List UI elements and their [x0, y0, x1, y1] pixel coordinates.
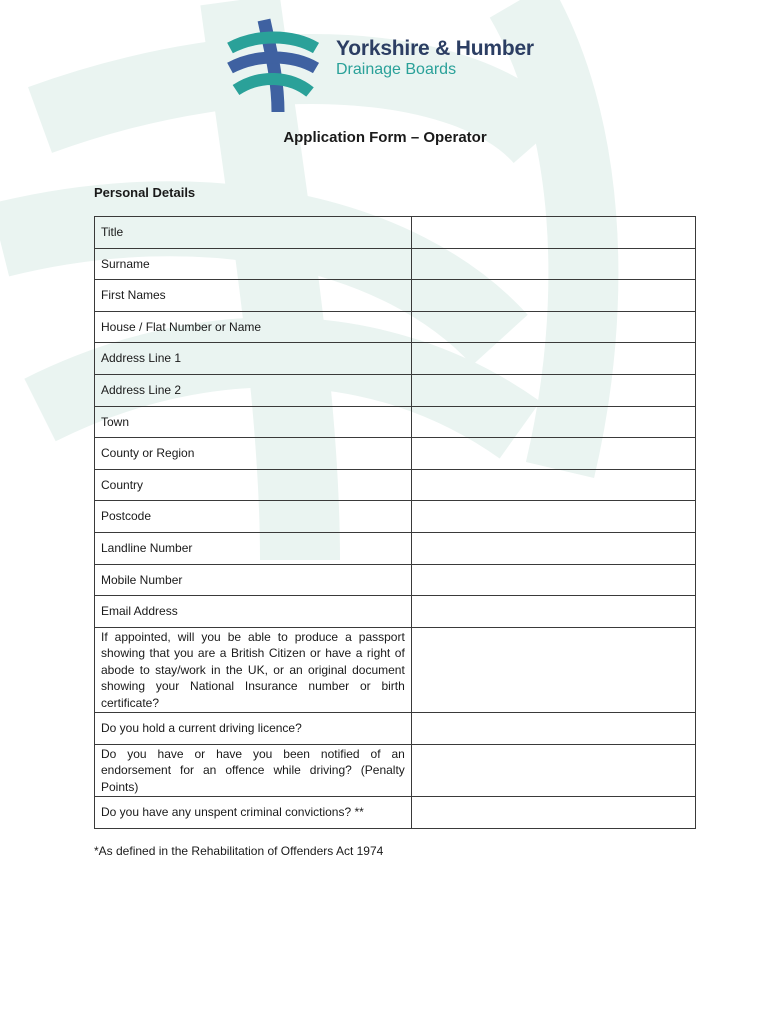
postcode-input[interactable] [412, 510, 695, 524]
field-answer-cell [411, 797, 695, 829]
field-label: Surname [95, 248, 412, 280]
endorsement-input[interactable] [412, 764, 695, 778]
field-label: Mobile Number [95, 564, 412, 596]
form-row-right-to-work [95, 627, 696, 713]
personal-details-table [94, 216, 696, 829]
field-label: County or Region [95, 438, 412, 470]
field-label: Postcode [95, 501, 412, 533]
org-logo [226, 18, 556, 114]
field-answer-cell [411, 311, 695, 343]
driving-licence-input[interactable] [412, 722, 695, 736]
field-answer-cell [411, 406, 695, 438]
form-row-country [95, 469, 696, 501]
field-label: First Names [95, 280, 412, 312]
form-row-surname [95, 248, 696, 280]
field-answer-cell [411, 532, 695, 564]
form-row-first-names [95, 280, 696, 312]
form-row-title [95, 217, 696, 249]
field-answer-cell [411, 627, 695, 713]
form-row-postcode [95, 501, 696, 533]
footnote: *As defined in the Rehabilitation of Offenders Act 1974 [94, 844, 384, 858]
field-label: House / Flat Number or Name [95, 311, 412, 343]
form-row-mobile [95, 564, 696, 596]
brand-name: Yorkshire & Humber [336, 37, 534, 60]
house-number-input[interactable] [412, 320, 695, 334]
title-input[interactable] [412, 225, 695, 239]
field-answer-cell [411, 564, 695, 596]
brand-subtitle: Drainage Boards [336, 61, 457, 78]
address-line-2-input[interactable] [412, 383, 695, 397]
field-label: Do you hold a current driving licence? [95, 713, 412, 745]
field-answer-cell [411, 713, 695, 745]
field-answer-cell [411, 438, 695, 470]
form-row-address-line-2 [95, 374, 696, 406]
field-answer-cell [411, 343, 695, 375]
field-label: Email Address [95, 596, 412, 628]
form-row-address-line-1 [95, 343, 696, 375]
convictions-input[interactable] [412, 806, 695, 820]
field-answer-cell [411, 501, 695, 533]
field-answer-cell [411, 248, 695, 280]
field-label: Landline Number [95, 532, 412, 564]
country-input[interactable] [412, 478, 695, 492]
address-line-1-input[interactable] [412, 352, 695, 366]
drainage-waves-logo-icon [226, 18, 326, 114]
field-answer-cell [411, 469, 695, 501]
first-names-input[interactable] [412, 288, 695, 302]
form-row-email [95, 596, 696, 628]
field-label: Town [95, 406, 412, 438]
landline-input[interactable] [412, 541, 695, 555]
form-row-endorsement [95, 744, 696, 797]
form-row-driving-licence [95, 713, 696, 745]
field-label: Address Line 2 [95, 374, 412, 406]
email-input[interactable] [412, 604, 695, 618]
field-label: Do you have any unspent criminal convictions? ** [95, 797, 412, 829]
section-title: Personal Details [94, 185, 196, 200]
right-to-work-input[interactable] [412, 663, 695, 677]
form-row-town [95, 406, 696, 438]
field-answer-cell [411, 744, 695, 797]
surname-input[interactable] [412, 257, 695, 271]
field-answer-cell [411, 217, 695, 249]
form-row-convictions [95, 797, 696, 829]
form-row-house-number [95, 311, 696, 343]
form-row-county [95, 438, 696, 470]
town-input[interactable] [412, 415, 695, 429]
mobile-input[interactable] [412, 573, 695, 587]
county-input[interactable] [412, 446, 695, 460]
field-answer-cell [411, 374, 695, 406]
field-label: Country [95, 469, 412, 501]
form-row-landline [95, 532, 696, 564]
field-label: Title [95, 217, 412, 249]
field-label: If appointed, will you be able to produce a passport showing that you are a British Citizen or have a right of abode to stay/work in the UK, or an original document showing your National Insurance number or birth certificate? [95, 627, 412, 713]
field-label: Do you have or have you been notified of an endorsement for an offence while driving? (Penalty Points) [95, 744, 412, 797]
field-answer-cell [411, 280, 695, 312]
document-title: Application Form – Operator [283, 129, 487, 146]
field-answer-cell [411, 596, 695, 628]
field-label: Address Line 1 [95, 343, 412, 375]
